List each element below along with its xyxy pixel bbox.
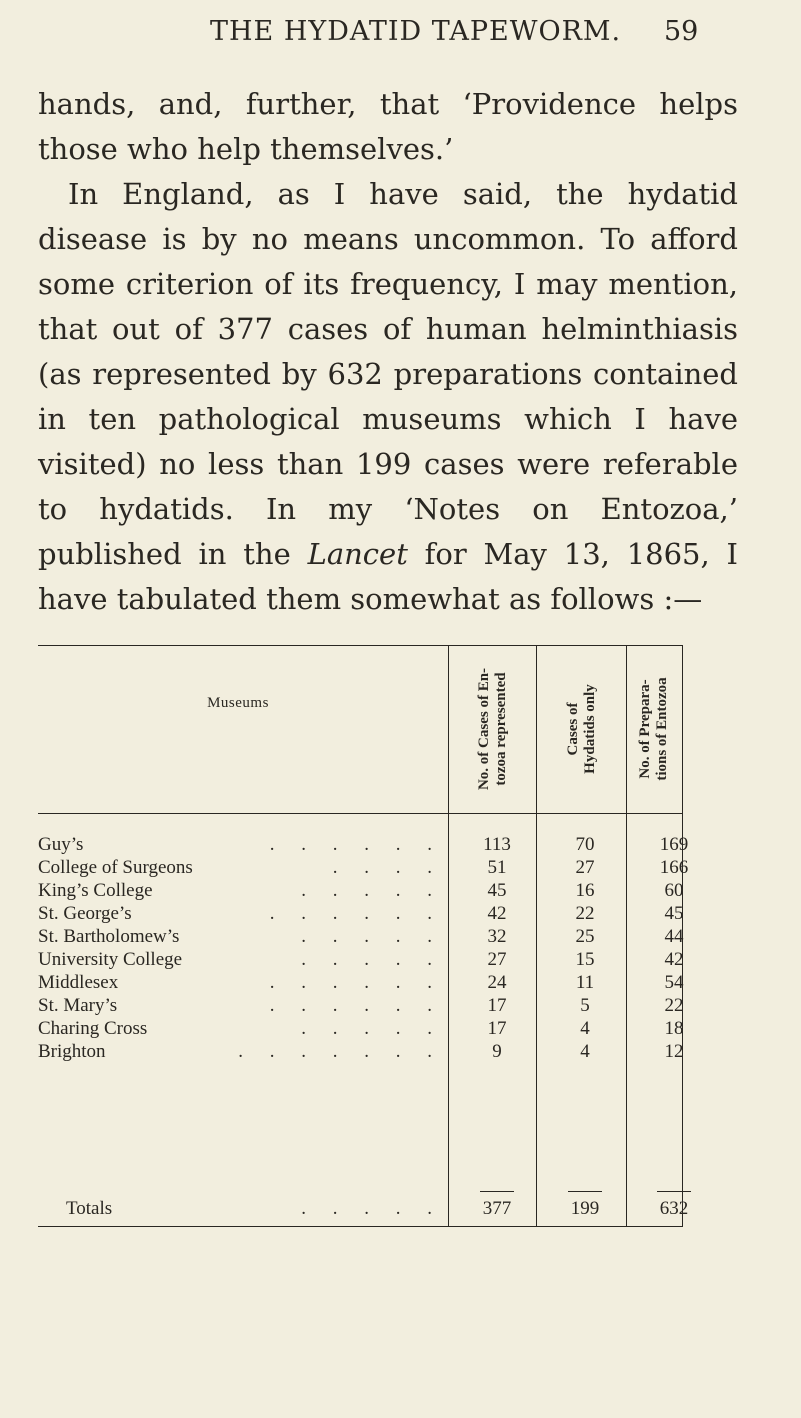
museum-name: King’s College [38,880,153,901]
cell-entozoa: 113 [483,834,511,855]
table-top-rule [38,645,683,646]
museum-name: St. George’s [38,903,132,924]
cell-hydatids: 22 [575,903,595,924]
cell-preparations: 60 [664,880,684,901]
museum-name: College of Surgeons [38,857,193,878]
museum-name: Middlesex [38,972,119,993]
leader-dots: . . . . . . [269,995,443,1016]
cell-entozoa: 24 [487,972,507,993]
cell-hydatids: 27 [575,857,595,878]
page-number: 59 [664,16,699,47]
cell-preparations: 166 [659,857,689,878]
leader-dots: . . . . . [301,926,443,947]
header-rule [38,813,683,814]
cell-hydatids: 15 [575,949,595,970]
cell-preparations: 42 [664,949,684,970]
cell-preparations: 18 [664,1018,684,1039]
cell-hydatids: 16 [575,880,595,901]
museum-name: St. Mary’s [38,995,118,1016]
cell-entozoa: 42 [487,903,507,924]
cell-entozoa: 45 [487,880,507,901]
table-row [38,880,683,900]
table-bottom-rule [38,1226,683,1227]
table-row [38,857,689,878]
body-text [38,82,738,622]
museum-name: Charing Cross [38,1018,148,1039]
cell-entozoa: 32 [487,926,507,947]
header-preparations: No. of Prepara- tions of Entozoa [637,677,670,781]
cell-hydatids: 70 [575,834,595,855]
leader-dots: . . . . . [301,949,443,970]
cell-entozoa: 17 [487,995,507,1016]
leader-dots: . . . . . [301,1198,443,1219]
cell-preparations: 12 [664,1041,684,1062]
table-row [38,1041,683,1061]
paragraph-2-text: In England, as I have said, the hydatid disease is by no means uncommon. To afford some criterion of its frequency, I may mention, that out of 377 cases of human helminthiasis (as represented by 632 preparations contained in ten pathological museums which I have visited) no less than 199 cases were referable to hydatids. In my ‘Notes on Entozoa,’ published in the [38,177,738,571]
header-museums: Museums [207,695,269,711]
cell-preparations: 54 [664,972,684,993]
table-row [38,949,683,969]
lancet-title: Lancet [307,537,408,571]
sum-rule-2 [568,1191,602,1192]
cell-entozoa: 9 [492,1041,502,1062]
museum-name: Guy’s [38,834,84,855]
cell-hydatids: 11 [575,972,595,993]
table-row [38,972,683,992]
table-row [38,1018,683,1038]
leader-dots: . . . . . [301,1018,443,1039]
sum-rule-3 [657,1191,691,1192]
table-row [38,903,683,923]
leader-dots: . . . . . . [269,834,443,855]
cell-preparations: 169 [659,834,689,855]
totals-row [38,1198,689,1219]
leader-dots: . . . . [332,857,443,878]
museum-name: St. Bartholomew’s [38,926,180,947]
cell-preparations: 45 [664,903,684,924]
paragraph-2-text-end: for May 13, 1865, I have tabulated them somewhat as follows :— [38,537,738,616]
cell-hydatids: 4 [580,1041,590,1062]
cell-hydatids: 4 [580,1018,590,1039]
page-header [0,16,801,56]
cell-hydatids: 5 [580,995,590,1016]
total-hydatids: 199 [570,1198,600,1219]
leader-dots: . . . . . . . [238,1041,443,1062]
cell-hydatids: 25 [575,926,595,947]
paragraph-1: hands, and, further, that ‘Providence helps those who help themselves.’ [38,87,738,166]
total-entozoa: 377 [482,1198,512,1219]
cell-preparations: 44 [664,926,684,947]
header-cases-entozoa: No. of Cases of En- tozoa represented [476,667,509,791]
total-preparations: 632 [659,1198,689,1219]
cell-entozoa: 17 [487,1018,507,1039]
table-row [38,926,683,946]
paragraph-2 [38,172,738,622]
leader-dots: . . . . . . [269,972,443,993]
table-row [38,834,689,855]
running-head: THE HYDATID TAPEWORM. [210,16,622,47]
museum-name: University College [38,949,183,970]
leader-dots: . . . . . [301,880,443,901]
cell-entozoa: 27 [487,949,507,970]
header-cases-hydatids: Cases of Hydatids only [565,684,598,774]
table-row [38,995,683,1015]
museums-table [38,645,689,1227]
cell-entozoa: 51 [487,857,507,878]
totals-label: Totals [66,1198,113,1219]
museum-name: Brighton [38,1041,106,1062]
sum-rule-1 [480,1191,514,1192]
cell-preparations: 22 [664,995,684,1016]
leader-dots: . . . . . . [269,903,443,924]
